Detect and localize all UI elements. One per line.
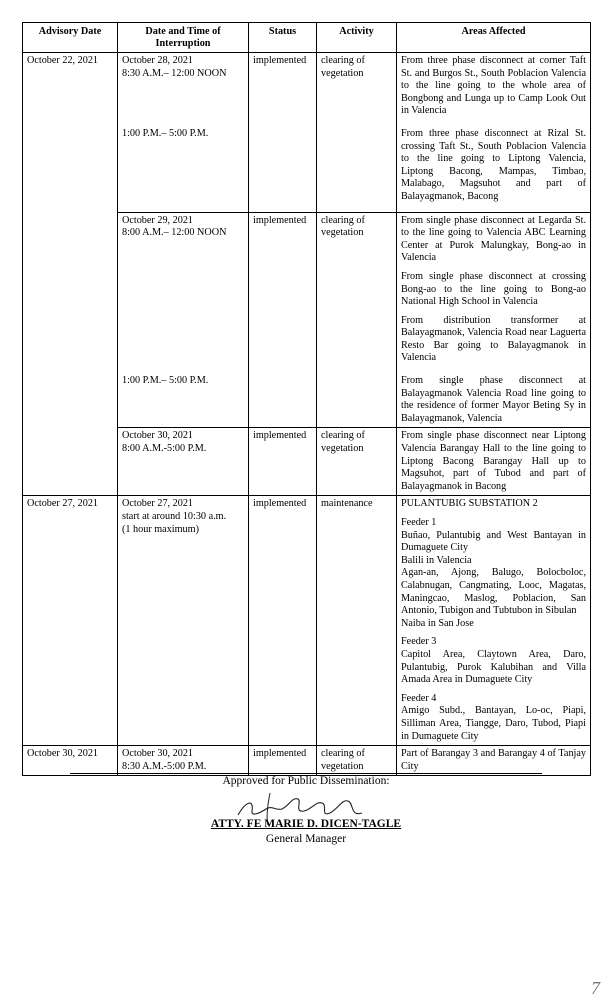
area-text: From three phase disconnect at corner Taft St. and Burgos St., South Poblacion Valencia to the line going to the whole area of Bongbong and Lunga up to Camp Look Out in Valencia — [401, 55, 586, 117]
area-text: From distribution transformer at Balayagmanok, Valencia Road near Laguerta Resto Bar going to Balayagmanok in Valencia — [401, 314, 586, 364]
activity: clearing of vegetation — [317, 428, 397, 496]
interruption-cell — [118, 373, 249, 428]
feeder-title: Feeder 1 — [401, 517, 437, 528]
activity: clearing of vegetation — [317, 212, 397, 428]
approval-label: Approved for Public Dissemination: — [222, 775, 390, 787]
area-text: Amigo Subd., Bantayan, Lo-oc, Piapi, Silliman Area, Tiangge, Daro, Tubod, Piapi in Dumaguete City — [401, 705, 586, 742]
area-text: Naiba in San Jose — [401, 617, 474, 629]
advisory-date: October 27, 2021 — [23, 496, 118, 746]
area-text: From single phase disconnect at crossing Bong-ao to the line going to Bong-ao National High School in Valencia — [401, 270, 586, 308]
status: implemented — [249, 746, 317, 776]
area-text: Agan-an, Ajong, Balugo, Bolocboloc, Calabnugan, Cangmating, Looc, Magatas, Maningcao, Maslog, Poblacion, San Antonio, Tubigon and Tubtubon in Sibulan — [401, 567, 586, 617]
area-text: From single phase disconnect near Liptong Valencia Barangay Hall to the line going to Liptong Bacong Barangay Hall up to Magsuhot, part of Tubod and part of Balayagmanok in Bacong — [401, 430, 586, 492]
interruption-cell — [118, 53, 249, 126]
header-areas: Areas Affected — [397, 23, 591, 53]
table-row — [23, 746, 591, 776]
areas-affected — [397, 212, 591, 373]
feeder-title: Feeder 3 — [401, 636, 437, 648]
header-date-time: Date and Time of Interruption — [118, 23, 249, 53]
activity: clearing of vegetation — [317, 53, 397, 213]
area-text: From single phase disconnect at Balayagmanok Valencia Road line going to the residence of former Mayor Beting Sy in Balayagmanok, Valencia — [401, 375, 586, 424]
signatory-name: ATTY. FE MARIE D. DICEN-TAGLE — [210, 818, 402, 830]
advisory-date: October 22, 2021 — [23, 53, 118, 496]
interruption-note: (1 hour maximum) — [122, 523, 199, 535]
interruption-cell — [118, 126, 249, 212]
header-status: Status — [249, 23, 317, 53]
interruption-time: 8:30 A.M.-5:00 P.M. — [122, 760, 207, 772]
interruption-date: October 30, 2021 — [122, 430, 194, 442]
footer-divider — [70, 773, 542, 774]
header-advisory-date: Advisory Date — [23, 23, 118, 53]
area-text: Capitol Area, Claytown Area, Daro, Pulantubig, Purok Kalubihan and Villa Amada Area in Dumaguete City — [401, 648, 586, 686]
area-text: From single phase disconnect at Legarda St. to the line going to Valencia ABC Learning Center at Purok Malungkay, Bong-ao in Valencia — [401, 214, 586, 264]
interruption-time: 8:30 A.M.– 12:00 NOON — [122, 67, 227, 79]
areas-affected: Part of Barangay 3 and Barangay 4 of Tanjay City — [397, 746, 591, 776]
advisory-table — [22, 22, 591, 776]
status: implemented — [249, 53, 317, 213]
interruption-cell — [118, 212, 249, 373]
header-activity: Activity — [317, 23, 397, 53]
header-row — [23, 23, 591, 53]
interruption-cell — [118, 746, 249, 776]
page-number: 7 — [591, 978, 600, 998]
activity: maintenance — [317, 496, 397, 746]
areas-affected — [397, 428, 591, 496]
interruption-time: 8:00 A.M.– 12:00 NOON — [122, 227, 227, 239]
signatory-title: General Manager — [265, 833, 347, 845]
status: implemented — [249, 428, 317, 496]
interruption-time: 1:00 P.M.– 5:00 P.M. — [122, 375, 209, 387]
interruption-time: start at around 10:30 a.m. — [122, 511, 227, 522]
advisory-date: October 30, 2021 — [23, 746, 118, 776]
areas-affected — [397, 496, 591, 746]
interruption-date: October 28, 2021 — [122, 55, 194, 66]
areas-affected — [397, 53, 591, 126]
interruption-cell — [118, 428, 249, 496]
status: implemented — [249, 212, 317, 428]
areas-affected — [397, 373, 591, 428]
substation-name: PULANTUBIG SUBSTATION 2 — [401, 498, 538, 510]
area-text: Buñao, Pulantubig and West Bantayan in Dumaguete City — [401, 529, 586, 554]
interruption-date: October 30, 2021 — [122, 748, 194, 760]
interruption-time: 8:00 A.M.-5:00 P.M. — [122, 443, 207, 455]
interruption-date: October 27, 2021 — [122, 498, 194, 510]
table-row — [23, 496, 591, 746]
status: implemented — [249, 496, 317, 746]
activity: clearing of vegetation — [317, 746, 397, 776]
table-row — [23, 53, 591, 126]
interruption-date: October 29, 2021 — [122, 214, 194, 226]
area-text: From three phase disconnect at Rizal St. crossing Taft St., South Poblacion Valencia to the line going to Liptong Valencia, Liptong Bacong, Mampas, Timbao, Malabago, Magsuhot and part of Balayagmanok, Bacong — [401, 127, 586, 202]
area-text: Balili in Valencia — [401, 554, 472, 566]
areas-affected — [397, 126, 591, 212]
interruption-cell — [118, 496, 249, 746]
interruption-time: 1:00 P.M.– 5:00 P.M. — [122, 127, 209, 139]
feeder-title: Feeder 4 — [401, 692, 437, 704]
